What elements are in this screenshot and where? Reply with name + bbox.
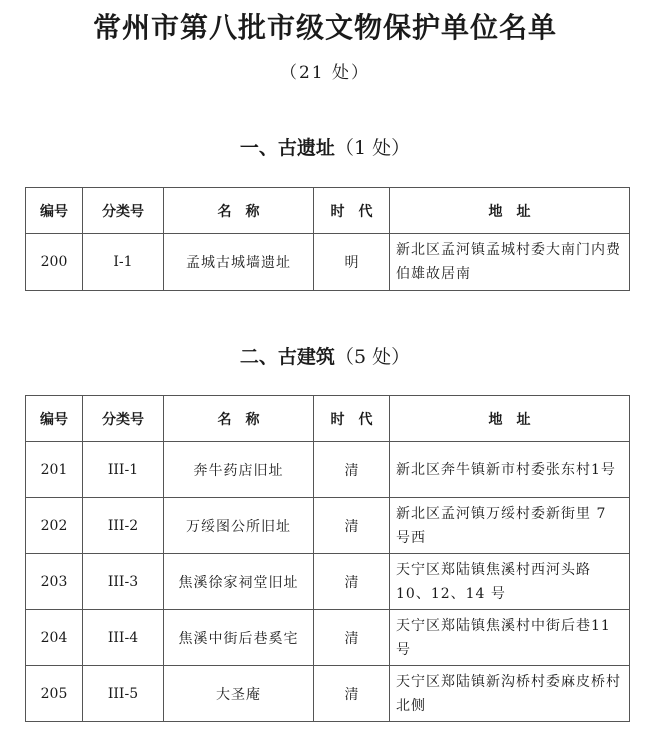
section-title: 一、古遗址 — [239, 137, 335, 159]
cell-address: 新北区孟河镇万绥村委新街里 7 号西 — [390, 498, 630, 554]
table-header-row — [26, 396, 630, 442]
section-heading-sites — [0, 133, 650, 160]
table-header-row — [26, 188, 630, 234]
cell-class: III-3 — [83, 554, 164, 610]
section-heading-buildings — [0, 342, 650, 369]
cell-era: 清 — [314, 666, 390, 722]
cell-name: 万绥图公所旧址 — [164, 498, 314, 554]
table-row — [26, 610, 630, 666]
page-subtitle: （21 处） — [279, 63, 371, 83]
section-count: （1 处） — [334, 137, 411, 159]
col-header-class: 分类号 — [83, 396, 164, 442]
page-title: 常州市第八批市级文物保护单位名单 — [92, 11, 557, 44]
cell-address: 新北区孟河镇孟城村委大南门内费伯雄故居南 — [390, 234, 630, 291]
section-count: （5 处） — [334, 346, 411, 368]
col-header-era: 时 代 — [314, 188, 390, 234]
cell-class: III-1 — [83, 442, 164, 498]
table-row — [26, 498, 630, 554]
cell-era: 清 — [314, 554, 390, 610]
cell-id: 205 — [26, 666, 83, 722]
cell-era: 清 — [314, 442, 390, 498]
col-header-id: 编号 — [26, 188, 83, 234]
cell-era: 明 — [314, 234, 390, 291]
buildings-table — [25, 395, 630, 722]
cell-id: 202 — [26, 498, 83, 554]
cell-name: 大圣庵 — [164, 666, 314, 722]
cell-name: 奔牛药店旧址 — [164, 442, 314, 498]
cell-address: 新北区奔牛镇新市村委张东村1号 — [390, 442, 630, 498]
col-header-class: 分类号 — [83, 188, 164, 234]
cell-address: 天宁区郑陆镇新沟桥村委麻皮桥村北侧 — [390, 666, 630, 722]
cell-address: 天宁区郑陆镇焦溪村中街后巷11 号 — [390, 610, 630, 666]
cell-name: 孟城古城墙遗址 — [164, 234, 314, 291]
cell-address: 天宁区郑陆镇焦溪村西河头路10、12、14 号 — [390, 554, 630, 610]
col-header-id: 编号 — [26, 396, 83, 442]
table-row — [26, 442, 630, 498]
col-header-address: 地 址 — [390, 188, 630, 234]
table-row — [26, 234, 630, 291]
cell-era: 清 — [314, 610, 390, 666]
cell-class: III-4 — [83, 610, 164, 666]
table-row — [26, 666, 630, 722]
cell-id: 200 — [26, 234, 83, 291]
col-header-address: 地 址 — [390, 396, 630, 442]
cell-class: Ⅰ-1 — [83, 234, 164, 291]
cell-id: 203 — [26, 554, 83, 610]
col-header-era: 时 代 — [314, 396, 390, 442]
section-title: 二、古建筑 — [239, 346, 335, 368]
cell-name: 焦溪中街后巷奚宅 — [164, 610, 314, 666]
col-header-name: 名 称 — [164, 188, 314, 234]
cell-era: 清 — [314, 498, 390, 554]
cell-id: 201 — [26, 442, 83, 498]
cell-class: III-2 — [83, 498, 164, 554]
col-header-name: 名 称 — [164, 396, 314, 442]
cell-id: 204 — [26, 610, 83, 666]
table-row — [26, 554, 630, 610]
cell-class: III-5 — [83, 666, 164, 722]
sites-table — [25, 187, 630, 291]
cell-name: 焦溪徐家祠堂旧址 — [164, 554, 314, 610]
